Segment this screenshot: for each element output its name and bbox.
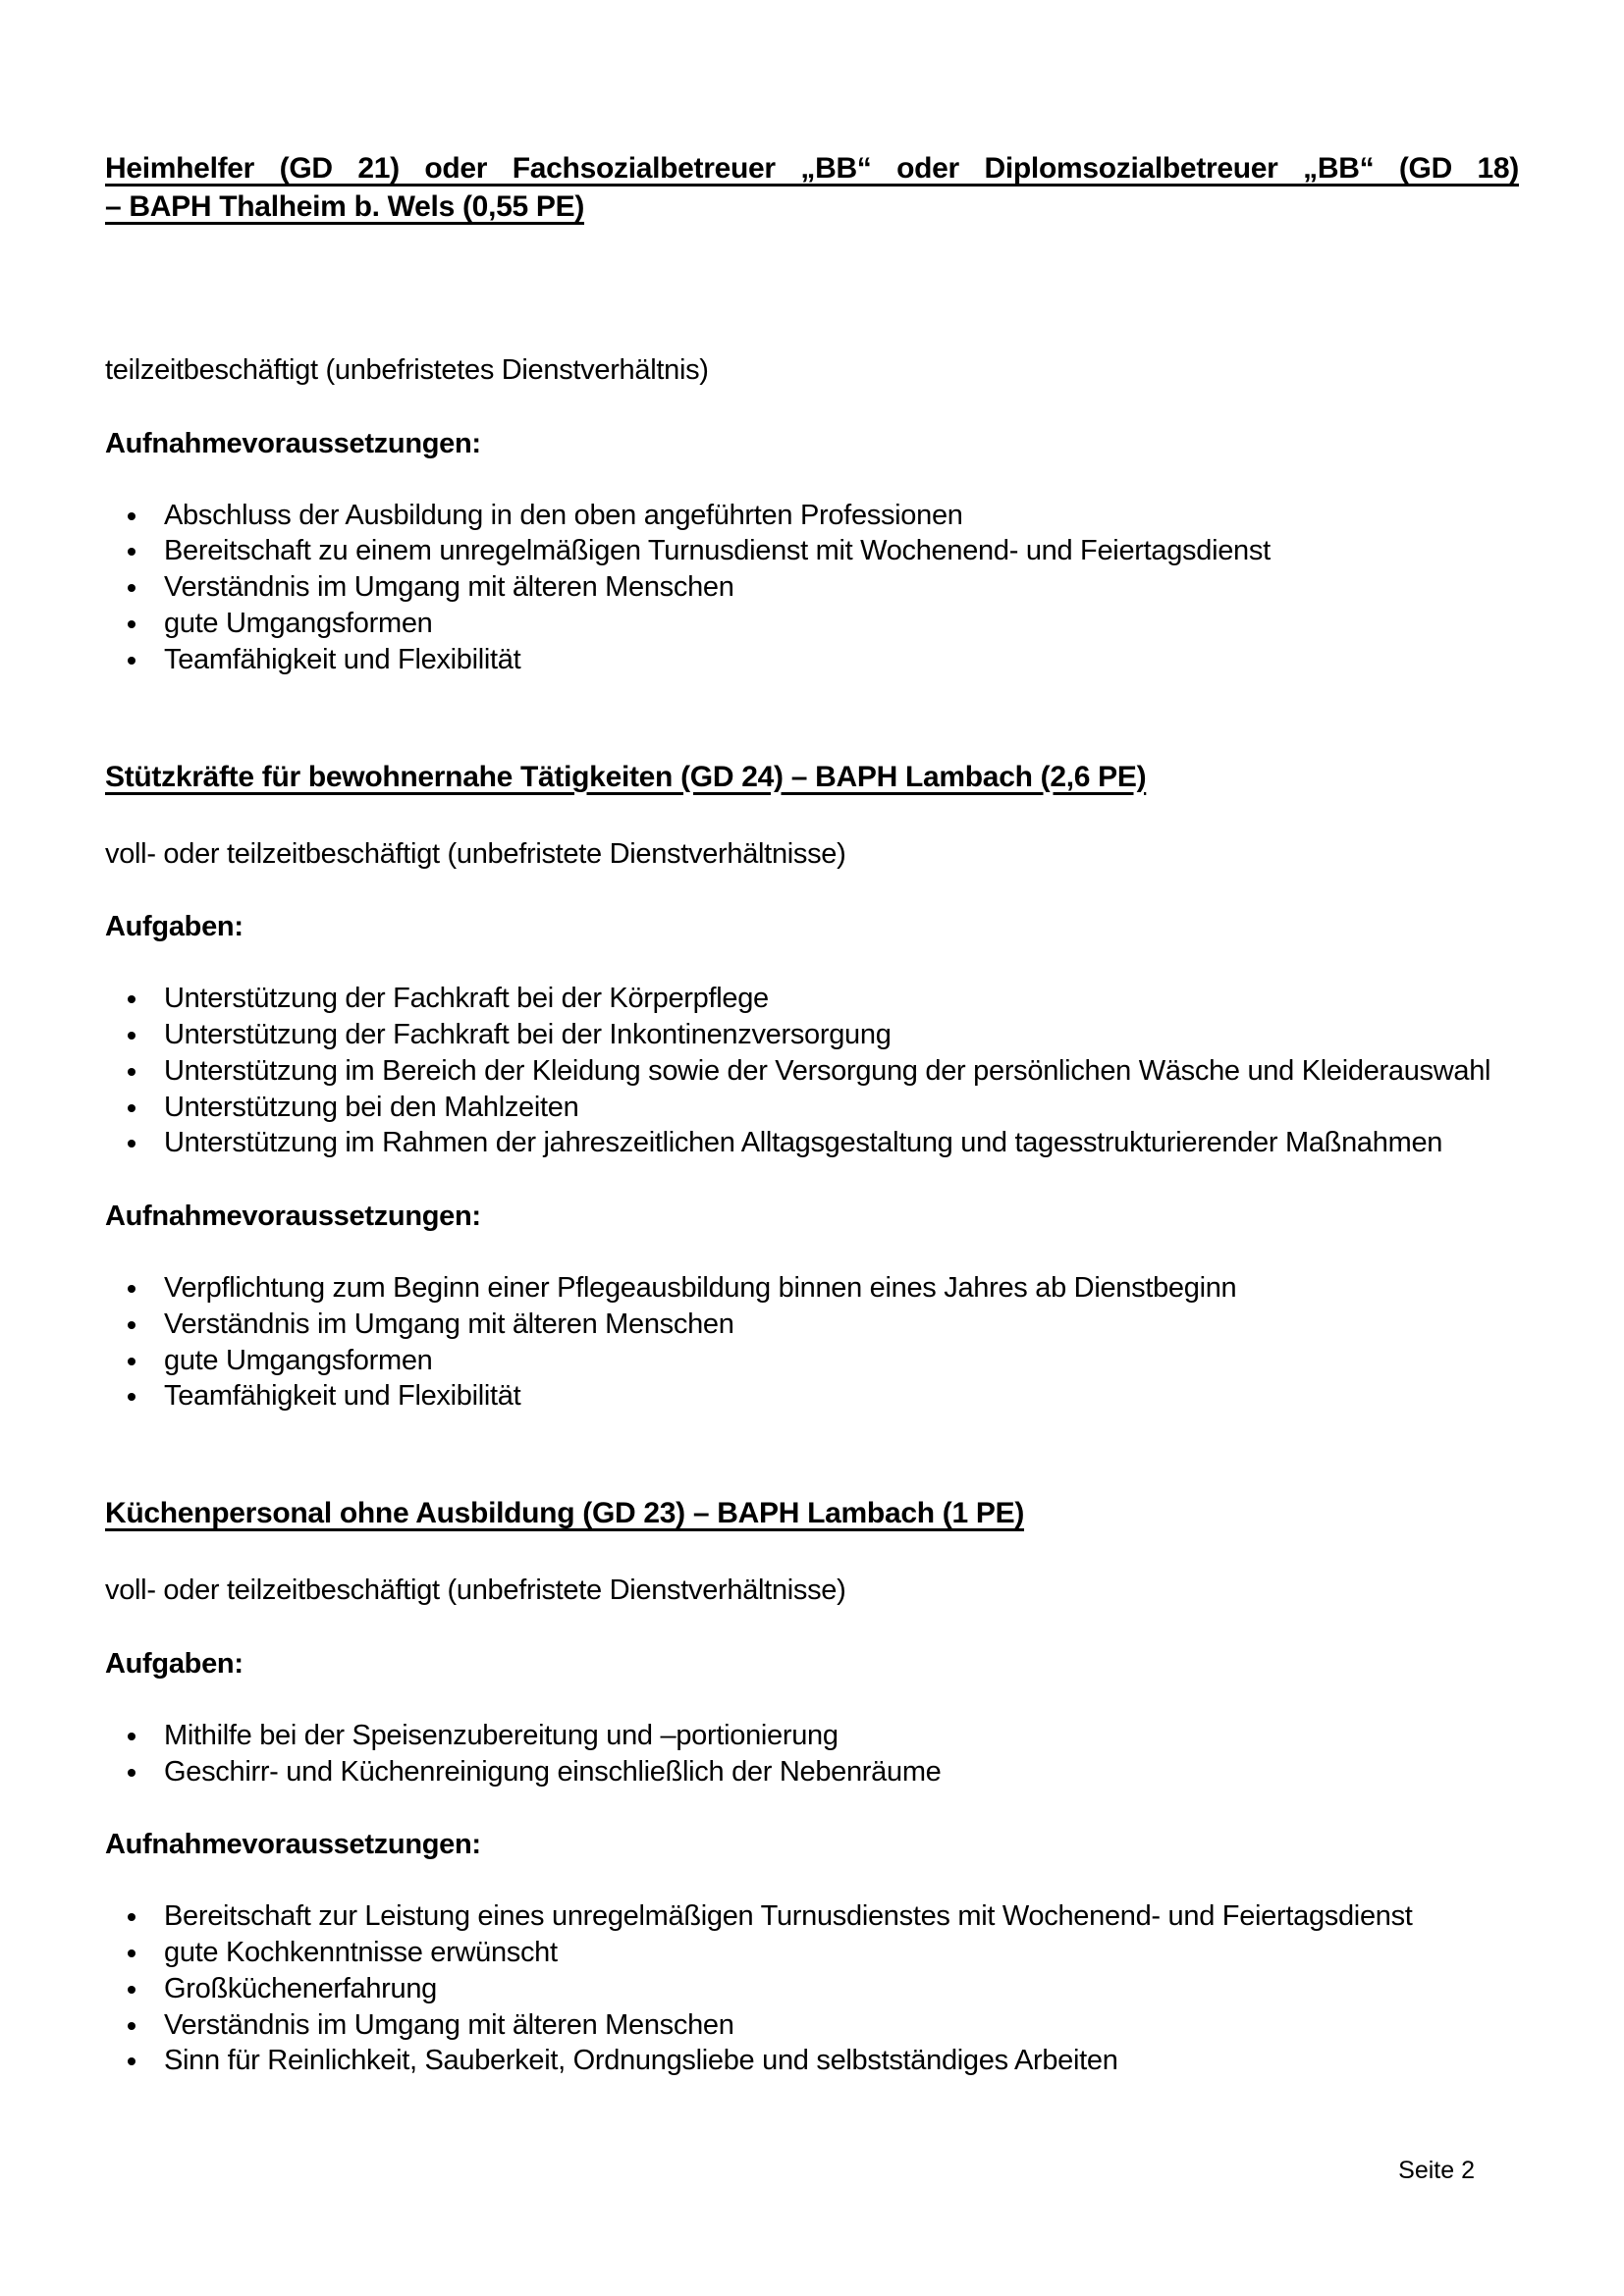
list-item: • Teamfähigkeit und Flexibilität <box>150 643 1519 677</box>
doc-title-line-2: – BAPH Thalheim b. Wels (0,55 PE) <box>105 190 585 223</box>
list-item: • Unterstützung im Rahmen der jahreszeitlichen Alltagsgestaltung und tagesstrukturierender Maßnahmen <box>150 1126 1519 1160</box>
list-item: • Unterstützung der Fachkraft bei der Inkontinenzversorgung <box>150 1018 1519 1052</box>
tasks-label: Aufgaben: <box>105 1647 244 1680</box>
list-item: • gute Umgangsformen <box>150 1344 1519 1378</box>
requirements-list <box>105 1899 1519 2078</box>
job-section-kuechenpersonal <box>105 1494 1519 2078</box>
page-number: Seite 2 <box>1398 2157 1475 2184</box>
requirements-list <box>105 1271 1519 1414</box>
list-item: • gute Kochkenntnisse erwünscht <box>150 1936 1519 1970</box>
list-item: • Unterstützung der Fachkraft bei der Körperpflege <box>150 982 1519 1016</box>
list-item: • Verständnis im Umgang mit älteren Menschen <box>150 1308 1519 1342</box>
list-item: • Geschirr- und Küchenreinigung einschließlich der Nebenräume <box>150 1755 1519 1789</box>
list-item: • Bereitschaft zur Leistung eines unregelmäßigen Turnusdienstes mit Wochenend- und Feiertagsdienst <box>150 1899 1519 1934</box>
tasks-label: Aufgaben: <box>105 911 244 943</box>
tasks-list <box>105 982 1519 1160</box>
requirements-label: Aufnahmevoraussetzungen: <box>105 1201 481 1233</box>
section-heading: Küchenpersonal ohne Ausbildung (GD 23) – BAPH Lambach (1 PE) <box>105 1497 1025 1530</box>
employment-line: voll- oder teilzeitbeschäftigt (unbefristete Dienstverhältnisse) <box>105 1575 846 1607</box>
list-item: • Verständnis im Umgang mit älteren Menschen <box>150 570 1519 605</box>
list-item: • Unterstützung bei den Mahlzeiten <box>150 1091 1519 1125</box>
list-item: • Bereitschaft zu einem unregelmäßigen Turnusdienst mit Wochenend- und Feiertagsdienst <box>150 534 1519 568</box>
list-item: • Unterstützung im Bereich der Kleidung sowie der Versorgung der persönlichen Wäsche und Kleiderauswahl <box>150 1054 1519 1089</box>
section-heading: Stützkräfte für bewohnernahe Tätigkeiten (GD 24) – BAPH Lambach (2,6 PE) <box>105 760 1147 793</box>
list-item: • gute Umgangsformen <box>150 607 1519 641</box>
list-item: • Abschluss der Ausbildung in den oben angeführten Professionen <box>150 499 1519 533</box>
employment-line: teilzeitbeschäftigt (unbefristetes Dienstverhältnis) <box>105 354 709 386</box>
doc-title <box>105 149 1519 226</box>
requirements-label: Aufnahmevoraussetzungen: <box>105 427 481 459</box>
list-item: • Großküchenerfahrung <box>150 1972 1519 2006</box>
list-item: • Mithilfe bei der Speisenzubereitung und –portionierung <box>150 1719 1519 1753</box>
tasks-list <box>105 1719 1519 1789</box>
list-item: • Verpflichtung zum Beginn einer Pflegeausbildung binnen eines Jahres ab Dienstbeginn <box>150 1271 1519 1306</box>
requirements-label: Aufnahmevoraussetzungen: <box>105 1829 481 1861</box>
requirements-list <box>105 499 1519 677</box>
job-section-stuetzkraefte <box>105 758 1519 1415</box>
doc-title-line-1: Heimhelfer (GD 21) oder Fachsozialbetreuer „BB“ oder Diplomsozialbetreuer „BB“ (GD 18) <box>105 152 1519 185</box>
list-item: • Teamfähigkeit und Flexibilität <box>150 1379 1519 1414</box>
list-item: • Verständnis im Umgang mit älteren Menschen <box>150 2008 1519 2043</box>
job-section-heimhelfer <box>105 149 1519 677</box>
list-item: • Sinn für Reinlichkeit, Sauberkeit, Ordnungsliebe und selbstständiges Arbeiten <box>150 2044 1519 2078</box>
employment-line: voll- oder teilzeitbeschäftigt (unbefristete Dienstverhältnisse) <box>105 837 846 870</box>
